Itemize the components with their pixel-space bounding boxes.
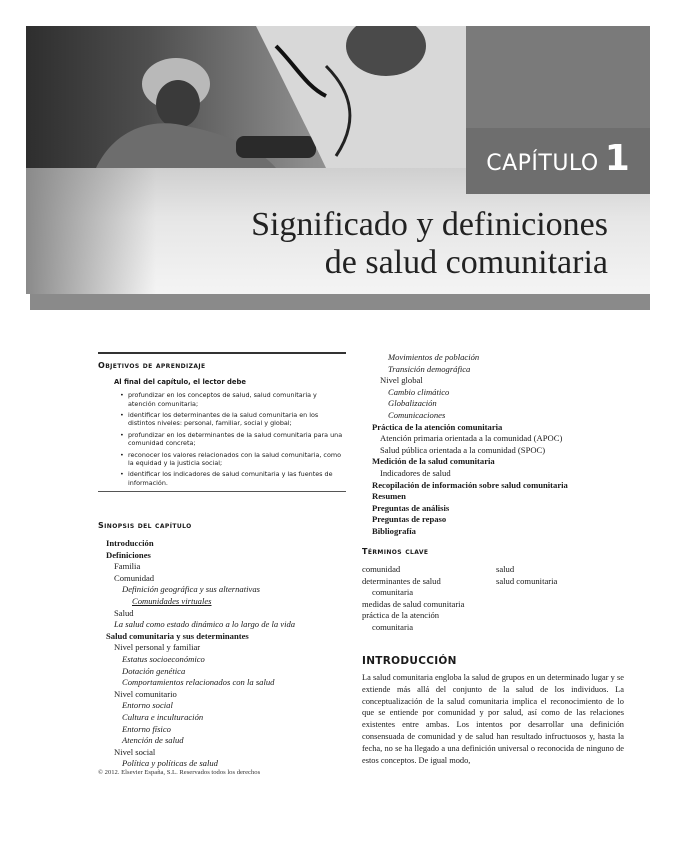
synopsis-item: Nivel comunitario — [114, 688, 177, 699]
synopsis-item: Dotación genética — [122, 665, 186, 676]
synopsis-item: Salud — [114, 607, 134, 618]
copyright-notice: © 2012. Elsevier España, S.L. Reservados todos los derechos — [98, 769, 261, 776]
introduction-heading: INTRODUCCIÓN — [362, 655, 457, 667]
synopsis-item: Comportamientos relacionados con la salud — [122, 677, 275, 688]
key-term: salud comunitaria — [496, 575, 558, 586]
synopsis-list-left — [106, 538, 346, 770]
banner-bottom-bar — [26, 294, 650, 310]
key-term: práctica de la atención — [362, 610, 440, 621]
synopsis-item: Entorno físico — [122, 723, 171, 734]
objective-item: • identificar los indicadores de salud comunitaria y las fuentes de información. — [98, 470, 346, 487]
key-term: determinantes de salud — [362, 575, 441, 586]
synopsis-item: Resumen — [372, 491, 406, 502]
key-terms-heading: Términos clave — [362, 547, 429, 556]
objectives-top-rule — [98, 352, 346, 354]
key-term: medidas de salud comunitaria — [362, 598, 465, 609]
synopsis-item: Entorno social — [122, 700, 173, 711]
synopsis-item: Nivel global — [380, 375, 423, 386]
synopsis-item: Atención de salud — [122, 735, 184, 746]
objectives-list — [98, 391, 346, 487]
synopsis-item: Bibliografía — [372, 525, 416, 536]
objectives-heading: Objetivos de aprendizaje — [98, 361, 206, 370]
synopsis-item: Comunicaciones — [388, 409, 446, 420]
synopsis-item: Atención primaria orientada a la comunidad (APOC) — [380, 433, 563, 444]
synopsis-item: Globalización — [388, 398, 437, 409]
synopsis-item: Preguntas de repaso — [372, 514, 447, 525]
synopsis-list-right — [372, 352, 622, 538]
synopsis-item: Definiciones — [106, 549, 151, 560]
synopsis-item: Definición geográfica y sus alternativas — [122, 584, 260, 595]
key-terms-left — [362, 564, 492, 634]
synopsis-item: Movimientos de población — [388, 352, 480, 362]
photo-fade — [26, 168, 156, 310]
objectives-intro: Al final del capítulo, el lector debe — [114, 377, 246, 386]
synopsis-item: Familia — [114, 561, 141, 572]
chapter-banner — [26, 26, 650, 310]
synopsis-item: Cultura e inculturación — [122, 711, 204, 722]
objective-item: • profundizar en los conceptos de salud, salud comunitaria y atención comunitaria; — [98, 391, 346, 408]
key-term: comunitaria — [372, 621, 414, 632]
synopsis-item: Comunidades virtuales — [132, 595, 212, 606]
introduction-text: La salud comunitaria engloba la salud de grupos en un determinado lugar y se extiende más allá del conjunto de la salud de los individuos. La conceptualización de la salud comunitaria implica el reconocimiento de lo que se entiende por comunidad y por salud, así como de las relaciones existentes entre ambas. Los intentos por desarrollar una definición consensuada de comunidad y de salud han resultado infructuosos y, hasta la fecha, no se ha llegado a una definición universal o reconocida de ninguno de estos conceptos. De igual modo, — [362, 673, 624, 765]
synopsis-item: Transición demográfica — [388, 363, 471, 374]
objective-item: • identificar los determinantes de la salud comunitaria en los distintos niveles: personal, familiar, social y global; — [98, 411, 346, 428]
chapter-title-line2: de salud comunitaria — [324, 244, 608, 281]
left-column — [98, 352, 346, 769]
synopsis-item: Salud pública orientada a la comunidad (SPOC) — [380, 444, 546, 455]
key-term: comunitaria — [372, 587, 414, 598]
synopsis-item: La salud como estado dinámico a lo largo de la vida — [114, 619, 296, 630]
key-term: comunidad — [362, 564, 401, 574]
key-term: salud — [496, 564, 515, 574]
chapter-title-line1: Significado y definiciones — [251, 206, 608, 243]
synopsis-item: Introducción — [106, 538, 154, 548]
synopsis-item: Comunidad — [114, 572, 155, 583]
synopsis-item: Recopilación de información sobre salud comunitaria — [372, 479, 568, 490]
key-terms-right — [496, 564, 622, 587]
chapter-label — [466, 128, 650, 194]
synopsis-item: Nivel social — [114, 746, 156, 757]
objective-item: • profundizar en los determinantes de la salud comunitaria para una comunidad concreta; — [98, 431, 346, 448]
synopsis-item: Indicadores de salud — [380, 467, 451, 478]
synopsis-item: Nivel personal y familiar — [114, 642, 201, 653]
synopsis-item: Política y políticas de salud — [122, 758, 218, 769]
chapter-word: CAPÍTULO — [486, 151, 599, 176]
synopsis-item: Estatus socioeconómico — [122, 653, 205, 664]
synopsis-item: Práctica de la atención comunitaria — [372, 421, 503, 432]
chapter-number: 1 — [604, 138, 630, 179]
synopsis-item: Preguntas de análisis — [372, 502, 450, 513]
synopsis-item: Cambio climático — [388, 386, 450, 397]
objective-item: • reconocer los valores relacionados con la salud comunitaria, como la equidad y la justicia social; — [98, 451, 346, 468]
synopsis-item: Medición de la salud comunitaria — [372, 456, 495, 467]
objectives-bottom-rule — [98, 491, 346, 492]
synopsis-item: Salud comunitaria y sus determinantes — [106, 630, 249, 641]
synopsis-heading: Sinopsis del capítulo — [98, 521, 192, 530]
chapter-title — [251, 206, 608, 282]
banner-bar-gap — [26, 294, 30, 310]
